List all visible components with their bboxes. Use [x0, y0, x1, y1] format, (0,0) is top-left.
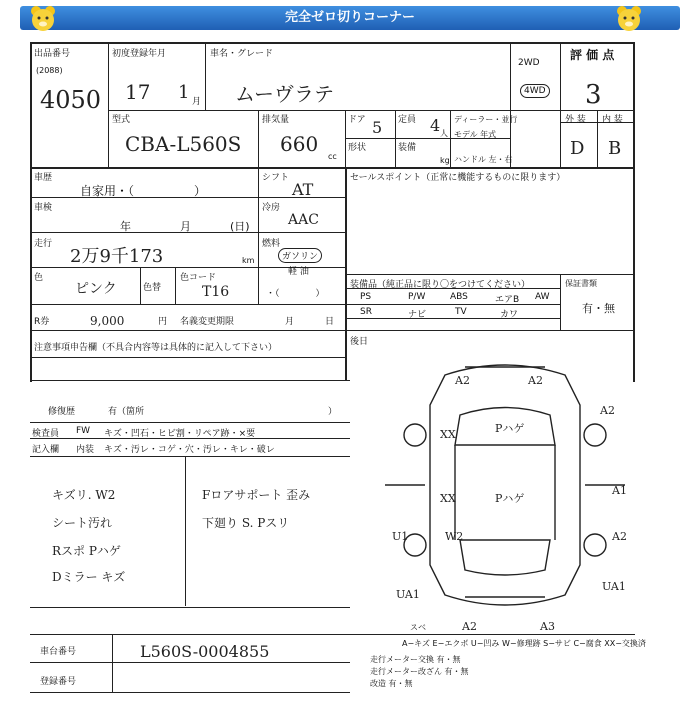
equip-navi: ナビ [408, 310, 427, 320]
equip-airbag: エアB [495, 295, 520, 305]
color-label: 色 [34, 273, 44, 283]
equip-ps: PS [360, 292, 372, 302]
equipment-label: 装備品（純正品に限り〇をつけてください） [350, 280, 531, 290]
diag-mark-4: XX [440, 428, 456, 441]
capacity-label: 定員 [398, 115, 417, 125]
note-right-1: Fロアサポート 歪み [202, 488, 311, 502]
mileage-value: 2万9千173 [70, 246, 164, 267]
cc-value: 660 [280, 132, 319, 156]
repair-history-label: 修復歴 [48, 407, 76, 417]
name-change-month: 月 [285, 317, 295, 327]
aircon-label: 冷房 [262, 203, 281, 213]
yen-unit: 円 [158, 317, 168, 327]
lot-no-label: 出品番号 [34, 49, 71, 59]
page-header: 完全ゼロ切りコーナー [20, 6, 680, 30]
lot-no-value: 4050 [40, 86, 102, 114]
warranty-label: 保証書類 [565, 279, 597, 288]
diag-mark-8: A1 [612, 484, 627, 497]
shift-label: シフト [262, 173, 290, 183]
bear-mascot-icon [28, 4, 58, 34]
diag-mark-1: A2 [455, 374, 470, 387]
equip-leather: カワ [500, 310, 519, 320]
diag-mark-9: U1 [392, 530, 409, 543]
name-change-label: 名義変更期限 [180, 317, 235, 327]
inspector-label: 検査員 [32, 429, 60, 439]
fuel-other: ・（ ） [266, 289, 325, 299]
score-label: 評 価 点 [570, 48, 615, 62]
history-options: 自家用・（ ） [80, 184, 207, 198]
color-change-label: 色替 [143, 283, 162, 293]
equip-aw: AW [535, 292, 550, 302]
diag-mark-13: UA1 [396, 588, 420, 601]
repair-yes-label: 有（箇所 [108, 407, 145, 417]
handle-label: ハンドル 左・右 [454, 155, 513, 164]
history-label: 車歴 [34, 173, 53, 183]
diag-mark-15: A3 [540, 620, 555, 633]
fuel-label: 燃料 [262, 239, 281, 249]
legend-meter-replace: 走行メーター交換 有・無 [370, 655, 461, 664]
doors-value: 5 [372, 118, 383, 137]
bear-mascot-icon [614, 4, 644, 34]
note-left-1: キズリ. W2 [52, 488, 116, 502]
equip-pw: P/W [408, 292, 426, 302]
inspection-year: 年 [120, 220, 131, 233]
drive-2wd-label: 2WD [518, 58, 540, 68]
exterior-label: 外 装 [565, 115, 586, 125]
inspection-month: 月 [180, 220, 191, 233]
color-code-value: T16 [202, 284, 230, 300]
check-row2-items: キズ・汚レ・コゲ・穴・汚レ・キレ・破レ [104, 445, 275, 455]
diag-mark-10: W2 [445, 530, 464, 543]
displacement-label: 排気量 [262, 115, 290, 125]
inspection-label: 車検 [34, 203, 53, 213]
drive-4wd-label: 4WD [520, 84, 550, 98]
mileage-label: 走行 [34, 239, 53, 249]
fuel-gas: ガソリン [278, 248, 322, 263]
lot-sub-value: (2088) [36, 66, 63, 75]
sliding-label: 装備 [398, 143, 417, 153]
shape-label: 形状 [348, 143, 367, 153]
note-right-2: 下廻り S. Pスリ [202, 516, 290, 530]
reg-month-unit: 月 [192, 97, 202, 107]
reg-month-value: 1 [178, 82, 190, 103]
inspection-day: (日) [230, 220, 250, 233]
diag-mark-3: A2 [600, 404, 615, 417]
notes-label: 注意事項申告欄（不具合内容等は具体的に記入して下さい） [34, 343, 278, 353]
equip-abs: ABS [450, 292, 468, 302]
diag-mark-12: UA1 [602, 580, 626, 593]
note-left-4: Dミラー キズ [52, 570, 126, 584]
type-value: CBA-L560S [125, 132, 242, 156]
diag-mark-16: スベ [410, 623, 426, 632]
chassis-label: 車台番号 [40, 647, 77, 657]
note-left-3: Rスポ Pハゲ [52, 544, 121, 558]
later-date-label: 後日 [350, 337, 369, 347]
equip-sr: SR [360, 307, 372, 317]
first-reg-label: 初度登録年月 [112, 49, 167, 59]
recycle-label: R券 [34, 317, 50, 327]
km-unit: km [242, 256, 255, 265]
shift-value: AT [292, 180, 314, 199]
recycle-value: 9,000 [90, 314, 125, 328]
repair-close: ） [328, 407, 338, 417]
diag-mark-11: A2 [612, 530, 627, 543]
equip-tv: TV [455, 307, 467, 317]
legend-text: A−キズ E−エクボ U−凹み W−修理跡 S−サビ C−腐食 XX−交換済 [402, 639, 646, 648]
warranty-value: 有・無 [582, 302, 615, 315]
cc-unit: cc [328, 152, 337, 161]
fuel-diesel: 軽 油 [288, 267, 309, 277]
score-value: 3 [585, 80, 602, 110]
diag-mark-2: A2 [528, 374, 543, 387]
check-row1-head: FW [76, 426, 91, 436]
diag-mark-5: Pハゲ [495, 422, 525, 435]
chassis-value: L560S-0004855 [140, 642, 270, 661]
reg-no-label: 登録番号 [40, 677, 77, 687]
legend-modified: 改造 有・無 [370, 679, 413, 688]
reg-year-value: 17 [125, 80, 151, 104]
diag-mark-6: XX [440, 492, 456, 505]
sales-point-label: セールスポイント（正常に機能するものに限ります） [350, 173, 566, 183]
dealer-label: ディーラー・並行 [454, 115, 518, 124]
interior-value: B [608, 138, 622, 159]
person-unit: 人 [440, 129, 448, 138]
diag-mark-7: Pハゲ [495, 492, 525, 505]
recorder-label: 記入欄 [32, 445, 60, 455]
doors-label: ドア [348, 115, 366, 125]
check-row2-head: 内装 [76, 445, 95, 455]
exterior-value: D [570, 138, 585, 159]
model-value: ムーヴラテ [235, 82, 334, 106]
note-left-2: シート汚れ [52, 516, 113, 530]
model-year-label: モデル 年式 [454, 130, 497, 139]
kg-unit: kg [440, 156, 450, 165]
legend-meter-tamper: 走行メーター改ざん 有・無 [370, 667, 469, 676]
color-code-label: 色コード [180, 273, 217, 283]
aircon-value: AAC [288, 212, 319, 228]
type-label: 型式 [112, 115, 131, 125]
diag-mark-14: A2 [462, 620, 477, 633]
capacity-value: 4 [430, 116, 441, 135]
interior-label: 内 装 [602, 115, 623, 125]
name-change-day: 日 [325, 317, 335, 327]
model-grade-label: 車名・グレード [210, 49, 274, 59]
color-value: ピンク [75, 281, 117, 297]
check-row1-items: キズ・凹石・ヒビ割・リペア跡・×要 [104, 429, 256, 439]
